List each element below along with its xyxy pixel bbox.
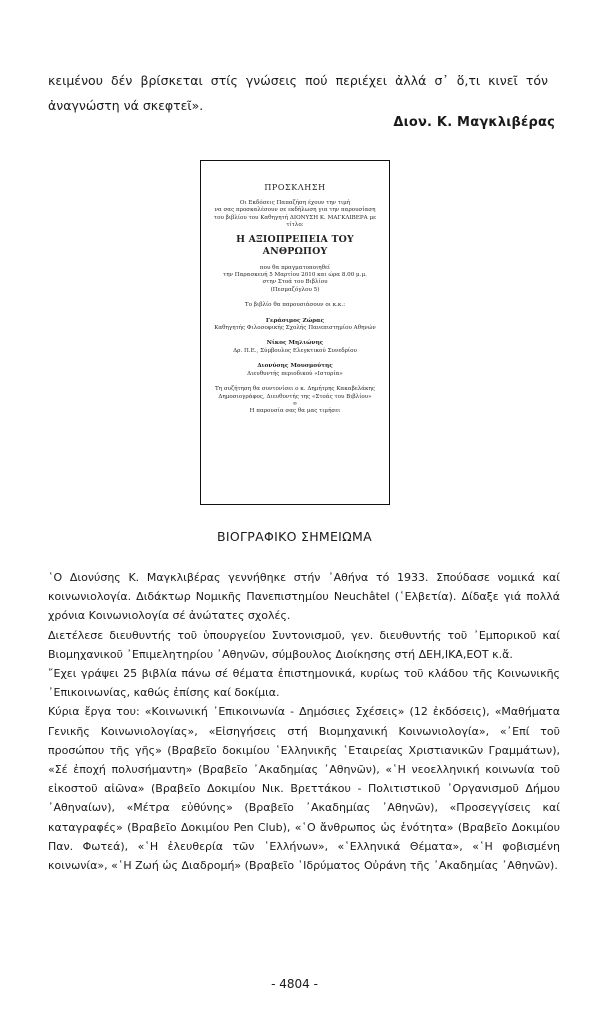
author-signature: Διον. Κ. Μαγκλιβέρας	[393, 115, 555, 130]
invitation-presenters-intro: Το βιβλίο θα παρουσιάσουν οι κ.κ.:	[244, 302, 346, 309]
speaker-role: Δρ. Π.Ε., Σύμβουλος Ελεγκτικού Συνεδρίου	[233, 347, 357, 354]
speaker-name: Νίκος Μηλιώνης	[266, 340, 324, 347]
invitation-intro-line: του βιβλίου του Καθηγητή ΔΙΟΝΥΣΗ Κ. ΜΑΓΚΛΙΒΕΡΑ με τίτλο:	[214, 214, 376, 229]
speaker-name: Γεράσιμος Ζώρας	[265, 317, 325, 324]
invitation-event-line: (Πεσμαζόγλου 5)	[270, 286, 320, 293]
invitation-book-title: Η ΑΞΙΟΠΡΕΠΕΙΑ ΤΟΥ ΑΝΘΡΩΠΟΥ	[236, 233, 354, 257]
bio-paragraph: ῾Ο Διονύσης Κ. Μαγκλιβέρας γεννήθηκε στήν ᾿Αθήνα τό 1933. Σπούδασε νομικά καί κοινωνιολογία. Διδάκτωρ Νομικῆς Πανεπιστημίου Neuchâtel (῾Ελβετία). Δίδαξε γιά πολλά χρόνια Κοινωνιολογία σέ ἀνώτατες σχολές.	[48, 571, 560, 623]
moderator-line: Τη συζήτηση θα συντονίσει ο κ. Δημήτρης Κακαβελάκης	[214, 386, 376, 393]
bio-title: ΒΙΟΓΡΑΦΙΚΟ ΣΗΜΕΙΩΜΑ	[217, 529, 372, 544]
speaker-role: Διευθυντής περιοδικού «Ιστορία»	[247, 370, 343, 377]
invitation-heading: ΠΡΟΣΚΛΗΣΗ	[264, 183, 326, 192]
bio-paragraph: ῎Εχει γράψει 25 βιβλία πάνω σέ θέματα ἐπιστημονικά, κυρίως τοῦ κλάδου τῆς Κοινωνικῆς ᾿Επικοινωνίας, καθώς ἐπίσης καί δοκίμια.	[48, 667, 560, 700]
ornament-separator: ∞	[292, 400, 298, 407]
invitation-event-line: την Παρασκευή 5 Μαρτίου 2010 και ώρα 8.00 μ.μ.	[223, 272, 367, 279]
moderator-role: Δημοσιογράφος, Διευθυντής της «Στοάς του Βιβλίου»	[218, 393, 372, 400]
invitation-event-line: που θα πραγματοποιηθεί	[259, 264, 331, 271]
invitation-intro-line: να σας προσκαλέσουν σε εκδήλωση για την παρουσίαση	[214, 207, 376, 214]
invitation-intro-line: Οι Εκδόσεις Παπαζήση έχουν την τιμή	[239, 200, 351, 206]
bio-paragraph: Διετέλεσε διευθυντής τοῦ ὑπουργείου Συντονισμοῦ, γεν. διευθυντής τοῦ ᾿Εμπορικοῦ καί Βιομηχανικοῦ ᾿Επιμελητηρίου ᾿Αθηνῶν, σύμβουλος Διοίκησης στή ΔΕΗ,ΙΚΑ,ΕΟΤ κ.ἄ.	[48, 628, 560, 661]
speaker-role: Καθηγητής Φιλοσοφικής Σχολής Πανεπιστημίου Αθηνών	[214, 325, 376, 332]
bio-paragraph: Κύρια ἔργα του: «Κοινωνική ᾿Επικοινωνία - Δημόσιες Σχέσεις» (12 ἐκδόσεις), «Μαθήματα Γενικῆς Κοινωνιολογίας», «Εἰσηγήσεις στή Βιομηχανική Κοινωνιολογία», «᾿Επί τοῦ προσώπου τῆς γῆς» (Βραβεῖο δοκιμίου ῾Ελληνικῆς ῾Εταιρείας Χριστιανικῶν Γραμμάτων), «Σέ ἐποχή πολυσήμαντη» (Βραβεῖο ᾿Ακαδημίας ᾿Αθηνῶν), «῾Η νεοελληνική κοινωνία τοῦ εἰκοστοῦ αἰῶνα» (Βραβεῖο Δοκιμίου Νικ. Βρεττάκου - Πολιτιστικοῦ ᾿Οργανισμοῦ Δήμου ᾿Αθηναίων), «Μέτρα εὐθύνης» (Βραβεῖο ᾿Ακαδημίας ᾿Αθηνῶν), «Προσεγγίσεις καί καταγραφές» (Βραβεῖο Δοκιμίου Pen Club), «῾Ο ἄνθρωπος ὡς ἑνότητα» (Βραβεῖο Δοκιμίου Παν. Φωτεά), «῾Η ἐλευθερία τῶν ῾Ελλήνων», «῾Ελληνικά Θέματα», «῾Η φοβισμένη κοινωνία», «῾Η Ζωή ὡς Διαδρομή» (Βραβεῖο ῾Ιδρύματος Οὐράνη τῆς ᾿Ακαδημίας ᾿Αθηνῶν).	[48, 705, 560, 873]
invitation-card	[200, 160, 390, 505]
page-number: - 4804 -	[271, 977, 318, 991]
invitation-event-line: στην Στοά του Βιβλίου	[262, 279, 328, 286]
speaker-name: Διονύσης Μουσμούτης	[257, 363, 333, 370]
invitation-closing: Η παρουσία σας θα μας τιμήσει	[249, 408, 341, 415]
intro-text-block	[48, 68, 548, 118]
bio-text-block	[48, 568, 560, 875]
intro-paragraph: κειμένου δέν βρίσκεται στίς γνώσεις πού περιέχει ἀλλά σ᾿ ὅ,τι κινεῖ τόν ἀναγνώστη νά σκεφτεῖ».	[48, 73, 548, 113]
